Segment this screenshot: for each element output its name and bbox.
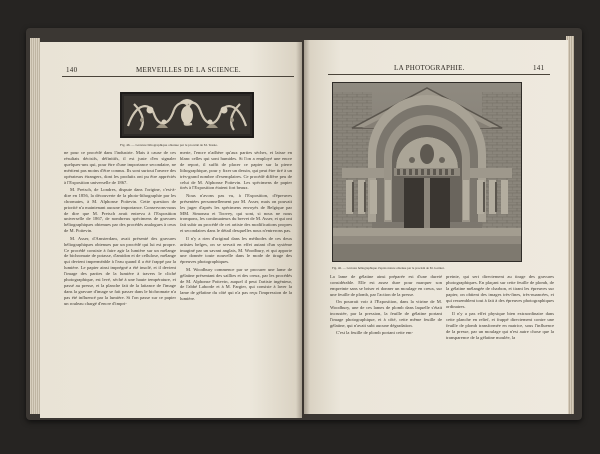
- right-page-number: 141: [533, 64, 545, 72]
- left-col1-paragraph: M. Pretsch, de Londres, dispute dans l'origine, c'est-à-dire en 1856, la découverte de la photo-lithographie par les chromates, à M. Alphonse Poitevin. Cette question de priorité n'a maintenant aucune importance. Conservons-nous de dire que M. Pretsch avait entrevu à l'Exposition universelle de 1867, de nombreux spécimens de gravures héliographiques obtenues par des procédés analogues à ceux de M. Poitevin.: [64, 186, 176, 234]
- left-col2-paragraph: Il n'y a rien d'original dans les méthodes de ces deux artistes belges, on se servait en effet autant d'un système imaginé par un savant anglais, M. Woodbury, et qui apporte une donnée toute nouvelle dans le mode de tirage des épreuves photographiques.: [180, 235, 292, 265]
- left-col2-paragraph: M. Woodbury commence par se procurer une lame de gélatine présentant des saillies et des creux, par les procédés de M. Alphonse Poitevin, auquel il peut l'artiste ingénieur, de l'abbé Laborde et à M. Fargier, qui consiste à laver la lame de gélatine du côté qui n'a pas reçu l'impression de la lumière.: [180, 266, 292, 302]
- right-header-rule: [328, 74, 550, 75]
- ornament-scrollwork-image: [120, 92, 254, 138]
- right-figure-caption: Fig. 46. — Gravure héliographique d'après nature obtenue par le procédé de M. Garnier.: [332, 266, 445, 270]
- church-portal-photograph: [332, 82, 522, 262]
- left-page-number: 140: [66, 66, 78, 74]
- right-col2-paragraph: Il n'y a pas effet physique bien extraordinaire dans cette planche en relief, et frappé directement contre une feuille de plomb transformée en matrice, sous l'influence de la presse, par un moulage qui n'est autre chose que la transparence de la gélatine moulée, la: [446, 310, 554, 340]
- page-edges-left: [30, 38, 40, 414]
- right-running-head: LA PHOTOGRAPHIE.: [394, 64, 465, 72]
- right-col1-paragraph: La lame de gélatine ainsi préparée est d'une dureté considérable. Elle est assez dure pour marquer son empreinte sans se briser et donner un moulage en creux, sur une feuille de plomb, par l'action de la presse.: [330, 274, 442, 297]
- ornamental-engraving: [120, 92, 254, 138]
- left-figure-caption: Fig. 46. — Gravure lithographique obtenue par le procédé de M. Tessie.: [120, 143, 218, 147]
- right-page-column-2: [446, 274, 554, 390]
- left-running-head: MERVEILLES DE LA SCIENCE.: [136, 66, 241, 74]
- left-col1-paragraph: M. Asser, d'Amsterdam, avait présenté des gravures héliographiques obtenues par un procédé qui lui est propre. Ce procédé consiste à faire agir la lumière sur un mélange de bichromate de potasse, d'amidon et de cellulose, mélange qui devient imperméable à l'eau quand il a été frappé par la lumière. Le papier ainsi imprégné a été insolé, et il devient l'image des parties de la lumière à travers le cliché photographique, est levé, séché à une haute température, et passé au presse, et la planche fait de la laitance de l'image dans la gravure d'image se fait passer dans le bichromate n'a pas été influencé par la lumière. Si l'on passe sur ce papier un rouleau chargé d'encre d'impri-: [64, 235, 176, 306]
- church-portal-image: [332, 82, 522, 262]
- left-col2-paragraph: Nous n'avons pas vu, à l'Exposition, d'épreuves présentées personnellement par M. Asser, mais on pouvait les juger d'après les spécimens envoyés de Belgique par MM. Simonau et Toovey, qui sont, si nous ne nous trompons, les continuateurs du brevet de M. Asser, et qui ont fait subir au procédé de cet artiste des modifications propres et secondaires dans le détail desquelles nous n'entrerons pas.: [180, 192, 292, 234]
- book-gutter-shadow: [296, 40, 310, 418]
- left-page-column-2: [180, 150, 292, 386]
- left-header-rule: [62, 76, 294, 77]
- right-col1-paragraph: C'est la feuille de plomb portant cette em-: [336, 330, 413, 336]
- right-col1-paragraph: On pourrait voir à l'Exposition, dans la vitrine de M. Woodbury, une de ces lames de plomb dans laquelle s'était incrustée, par la pression, la feuille de gélatine portant l'image photographique, et à côté, cette même feuille de gélatine, qui n'avait subi aucune dégradation.: [330, 299, 442, 328]
- left-col1-paragraph: ne pour ce procédé dans l'industrie. Mais à cause de ces résultats décisifs, définitifs, il est juste d'en signaler quelques-uns qui, pour être d'une importance secondaire, ne méritent pas moins d'être connus. Ils sont surtout l'œuvre des opérateurs étrangers, dont les produits ont pu être appréciés à l'Exposition universelle de 1867.: [64, 150, 176, 185]
- left-page-column-1: [64, 150, 176, 386]
- right-col2-paragraph: preinte, qui sert directement au tirage des gravures photographiques. En plaçant sur cette feuille de plomb, de la gélatine mélangée de charbon, et tirant les épreuves sur papier, on obtient des images très-fines, très-nuancées, et qui ressemblent tout à fait à des épreuves photographiques ordinaires.: [446, 274, 554, 309]
- left-col2-paragraph: merie, l'encre n'adhère qu'aux parties sèches, et laisse en blanc celles qui sont humides. Si l'on a employé une encre de report, il suffit de placer ce papier sur la pierre lithographique, pour y fixer un dessin, qui peut être tiré à un très-grand nombre d'exemplaires. Ce procédé diffère peu de celui de M. Alphonse Poitevin. Les spécimens de papier tirés à l'Exposition étaient fort beaux.: [180, 150, 292, 191]
- right-page-column-1: [330, 274, 442, 390]
